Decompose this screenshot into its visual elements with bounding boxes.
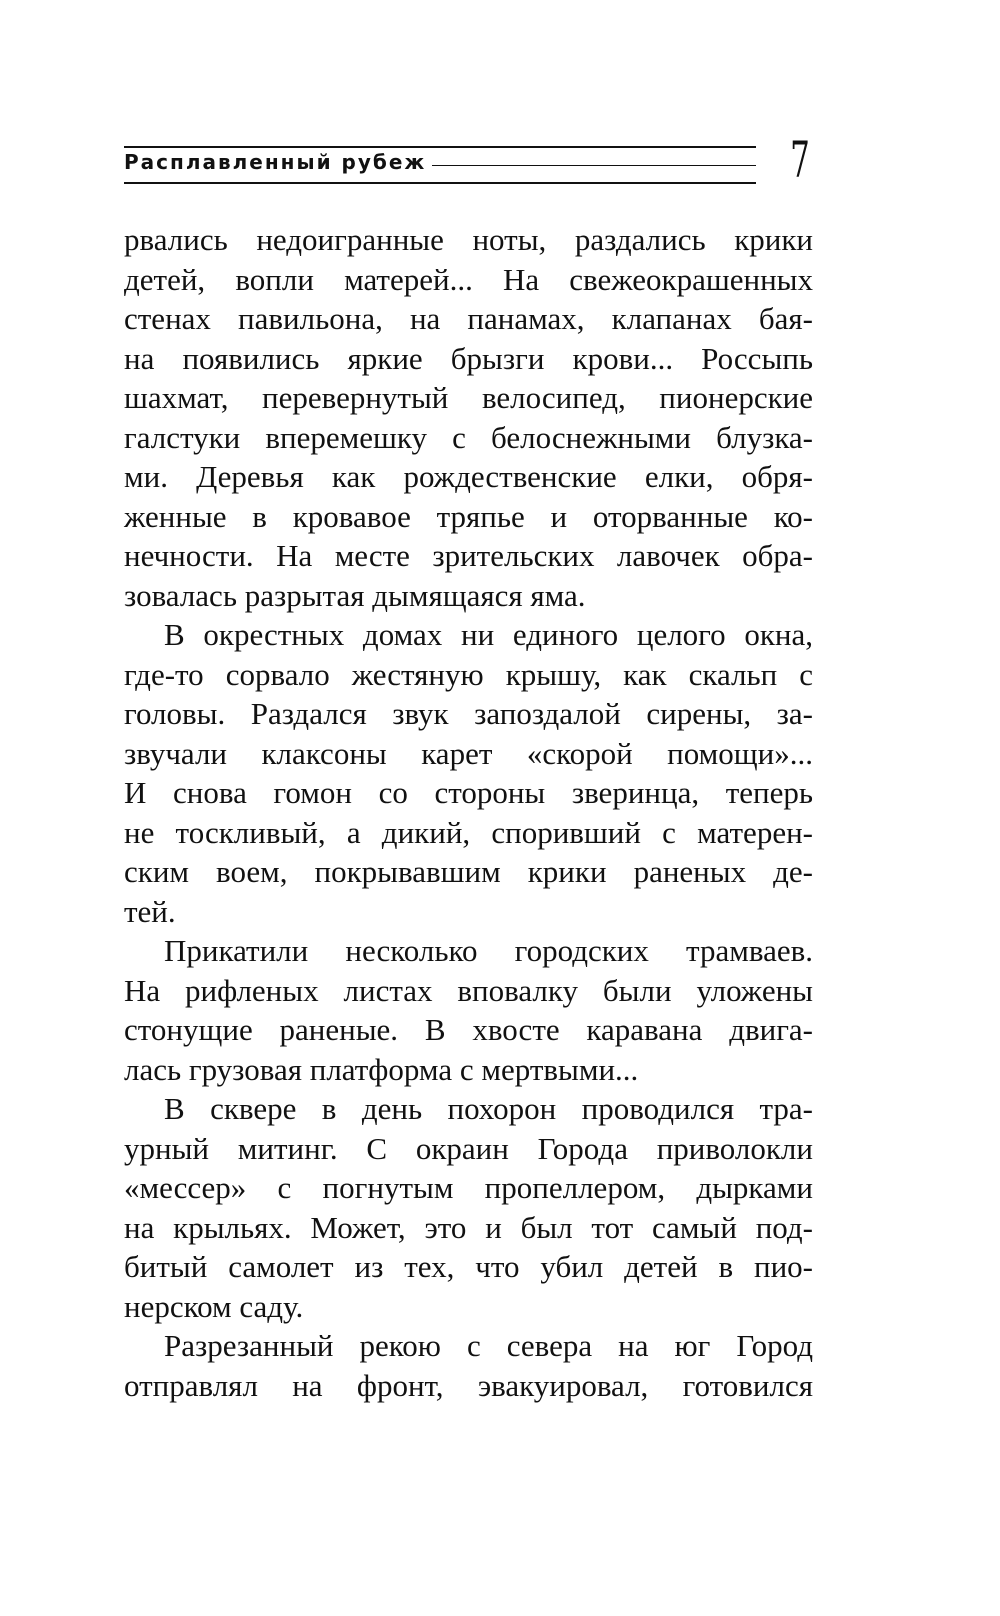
- paragraph-5: [124, 1326, 813, 1405]
- text-line: стенах павильона, на панамах, клапанах бая-: [124, 301, 813, 336]
- text-line: лась грузовая платформа с мертвыми...: [124, 1051, 639, 1087]
- text-line: не тоскливый, а дикий, споривший с матерeн-: [124, 814, 813, 850]
- text-line: В окрестных домах ни единого целого окна,: [164, 617, 813, 652]
- text-line: галстуки вперемешку с белоснежными блузка-: [124, 419, 813, 455]
- text-line: ским воем, покрывавшим крики раненых де-: [124, 854, 813, 889]
- header-rule-top: [124, 146, 756, 148]
- text-line: битый самолет из тех, что убил детей в пио-: [124, 1249, 813, 1284]
- paragraph-1: [124, 220, 813, 615]
- text-line: на появились яркие брызги крови... Россыпь: [124, 340, 813, 376]
- header-rule-bottom: [124, 182, 756, 184]
- body-text: [124, 220, 813, 1405]
- text-line: нечности. На месте зрительских лавочек обра-: [124, 538, 813, 573]
- paragraph-3: [124, 931, 813, 1089]
- paragraph-2: [124, 615, 813, 931]
- paragraph-4: [124, 1089, 813, 1326]
- text-line: головы. Раздался звук запоздалой сирены, за-: [124, 696, 813, 731]
- text-line: Прикатили несколько городских трамваев.: [164, 933, 813, 968]
- text-line: тей.: [124, 893, 176, 929]
- text-line: стонущие раненые. В хвосте каравана двига-: [124, 1012, 813, 1047]
- page-number: 7: [790, 131, 810, 189]
- text-line: На рифленых листах вповалку были уложены: [124, 972, 813, 1008]
- text-line: звучали клаксоны карет «скорой помощи»...: [124, 735, 813, 771]
- text-line: рвались недоигранные ноты, раздались крики: [124, 222, 813, 257]
- text-line: нерском саду.: [124, 1288, 304, 1324]
- text-line: зовалась разрытая дымящаяся яма.: [124, 577, 586, 613]
- running-header: [124, 131, 810, 192]
- text-line: детей, вопли матерей... На свежеокрашенных: [124, 261, 813, 297]
- text-line: женные в кровавое тряпье и оторванные ко-: [124, 498, 813, 534]
- text-line: В сквере в день похорон проводился тра-: [164, 1091, 813, 1126]
- text-line: где-то сорвало жестяную крышу, как скальп с: [124, 656, 813, 692]
- text-line: отправлял на фронт, эвакуировал, готовился: [124, 1367, 813, 1403]
- text-line: на крыльях. Может, это и был тот самый под-: [124, 1209, 813, 1245]
- text-line: ми. Деревья как рождественские елки, обря-: [124, 459, 813, 494]
- text-line: урный митинг. С окраин Города приволокли: [124, 1130, 813, 1166]
- text-line: И снова гомон со стороны зверинца, теперь: [124, 775, 813, 810]
- text-line: шахмат, перевернутый велосипед, пионерские: [124, 380, 813, 415]
- text-line: Разрезанный рекою с севера на юг Город: [164, 1328, 813, 1363]
- running-title: Расплавленный рубеж: [124, 150, 432, 174]
- text-line: «мессер» с погнутым пропеллером, дырками: [124, 1170, 813, 1205]
